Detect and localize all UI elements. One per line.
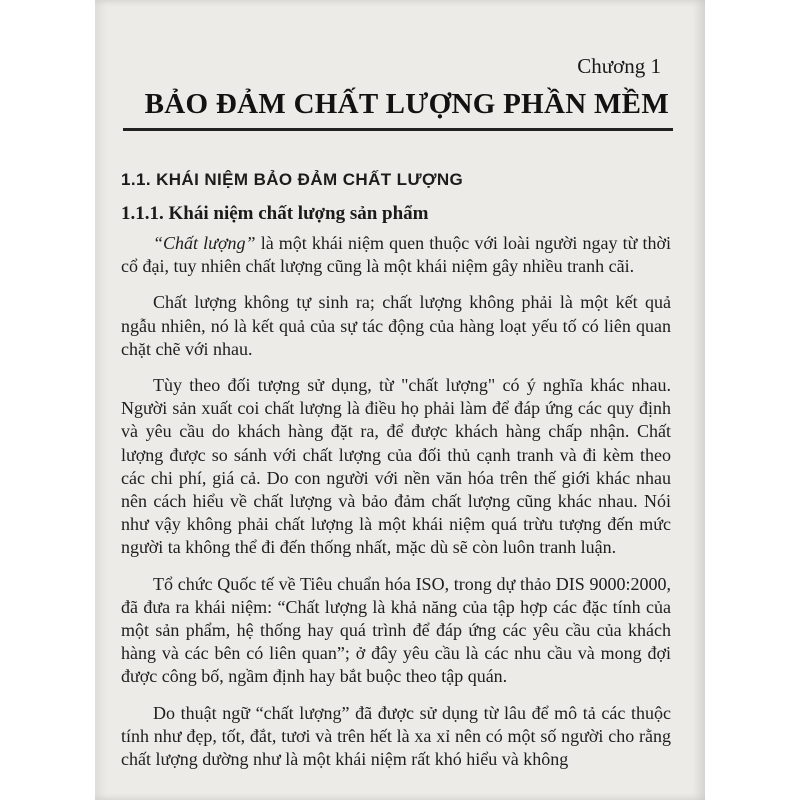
paragraph xyxy=(121,374,671,560)
subsection-heading: 1.1.1. Khái niệm chất lượng sản phẩm xyxy=(121,203,429,224)
chapter-title: BẢO ĐẢM CHẤT LƯỢNG PHẦN MỀM xyxy=(144,88,669,120)
paragraph-text: Chất lượng không tự sinh ra; chất lượng không phải là một kết quả ngẫu nhiên, nó là kết quả của sự tác động của hàng loạt yếu tố có liên quan chặt chẽ với nhau. xyxy=(121,292,671,359)
paragraph xyxy=(121,291,671,361)
paragraph-text: Do thuật ngữ “chất lượng” đã được sử dụng từ lâu để mô tả các thuộc tính như đẹp, tốt, đắt, tươi và trên hết là xa xỉ nên có một số người cho rằng chất lượng dường như là một khái niệm rất khó hiểu và không xyxy=(121,702,671,770)
paragraph xyxy=(121,573,671,689)
chapter-title-rule xyxy=(123,128,673,131)
paragraph-text: Tổ chức Quốc tế về Tiêu chuẩn hóa ISO, trong dự thảo DIS 9000:2000, đã đưa ra khái niệm: “Chất lượng là khả năng của tập hợp các đặc tính của một sản phẩm, hệ thống hay quá trình để đáp ứng các yêu cầu của khách hàng và các bên có liên quan”; ở đây yêu cầu là các nhu cầu và mong đợi được công bố, ngầm định hay bắt buộc theo tập quán. xyxy=(121,573,671,687)
section-heading: 1.1. KHÁI NIỆM BẢO ĐẢM CHẤT LƯỢNG xyxy=(121,170,464,189)
paragraph-text: Tùy theo đối tượng sử dụng, từ "chất lượng" có ý nghĩa khác nhau. Người sản xuất coi chất lượng là điều họ phải làm để đáp ứng các quy định và yêu cầu do khách hàng đặt ra, để được khách hàng chấp nhận. Chất lượng được so sánh với chất lượng của đối thủ cạnh tranh và đi kèm theo các chi phí, giá cả. Do con người với nền văn hóa trên thế giới khác nhau nên cách hiểu về chất lượng và bảo đảm chất lượng cũng khác nhau. Nói như vậy không phải chất lượng là một khái niệm quá trừu tượng đến mức người ta không thể đi đến thống nhất, mặc dù sẽ còn luôn tranh luận. xyxy=(121,375,671,558)
body-text xyxy=(121,232,671,784)
paragraph xyxy=(121,232,671,278)
book-page xyxy=(95,0,705,800)
emphasis-term: “Chất lượng” xyxy=(153,233,256,253)
paragraph xyxy=(121,702,671,772)
paragraph-text: là một khái niệm quen thuộc với loài người ngay từ thời cổ đại, tuy nhiên chất lượng cũng là một khái niệm gây nhiều tranh cãi. xyxy=(121,233,671,277)
chapter-label: Chương 1 xyxy=(577,54,661,78)
